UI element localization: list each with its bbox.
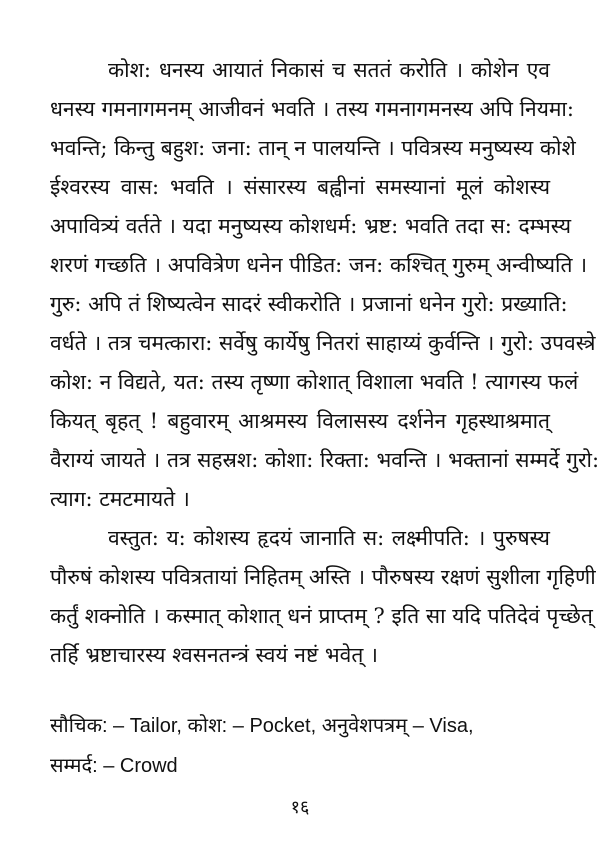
body-line: शरणं गच्छति । अपवित्रेण धनेन पीडित: जन: कश्चित् गुरुम् अन्वीष्यति । [50, 253, 588, 277]
body-line: वर्धते । तत्र चमत्कारा: सर्वेषु कार्येषु नितरां साहाय्यं कुर्वन्ति । गुरो: उपवस्त्रे [50, 331, 596, 355]
body-line: धनस्य गमनागमनम् आजीवनं भवति । तस्य गमनागमनस्य अपि नियमा: [50, 97, 574, 121]
glossary-line: सम्मर्द: – Crowd [50, 755, 178, 777]
glossary-line: सौचिक: – Tailor, कोश: – Pocket, अनुवेशपत्रम् – Visa, [50, 715, 474, 737]
body-line: भवन्ति; किन्तु बहुश: जना: तान् न पालयन्ति । पवित्रस्य मनुष्यस्य कोशे [50, 136, 576, 160]
body-line: गुरु: अपि तं शिष्यत्वेन सादरं स्वीकरोति । प्रजानां धनेन गुरो: प्रख्याति: [50, 292, 568, 316]
body-line: वैराग्यं जायते । तत्र सहस्रश: कोशा: रिक्ता: भवन्ति । भक्तानां सम्मर्दे गुरो: [50, 448, 600, 472]
body-line: त्याग: टमटमायते । [50, 487, 190, 511]
body-line: कियत् बृहत् ! बहुवारम् आश्रमस्य विलासस्य दर्शनेन गृहस्थाश्रमात् [50, 409, 550, 433]
page-number: १६ [290, 797, 310, 818]
glossary [50, 706, 550, 786]
body-text [50, 51, 600, 675]
body-line: ईश्वरस्य वास: भवति । संसारस्य बह्वीनां समस्यानां मूलं कोशस्य [50, 175, 550, 199]
body-line: कर्तुं शक्नोति । कस्मात् कोशात् धनं प्राप्तम् ? इति सा यदि पतिदेवं पृच्छेत् [50, 604, 593, 628]
body-line: तर्हि भ्रष्टाचारस्य श्वसनतन्त्रं स्वयं नष्टं भवेत् । [50, 643, 378, 667]
body-line: कोश: न विद्यते, यत: तस्य तृष्णा कोशात् विशाला भवति ! त्यागस्य फलं [50, 370, 579, 394]
body-line: अपावित्र्यं वर्तते । यदा मनुष्यस्य कोशधर्म: भ्रष्ट: भवति तदा स: दम्भस्य [50, 214, 572, 238]
body-line: पौरुषं कोशस्य पवित्रतायां निहितम् अस्ति । पौरुषस्य रक्षणं सुशीला गृहिणी [50, 565, 596, 589]
body-line: वस्तुत: य: कोशस्य हृदयं जानाति स: लक्ष्मीपति: । पुरुषस्य [108, 526, 550, 550]
body-line: कोश: धनस्य आयातं निकासं च सततं करोति । कोशेन एव [108, 58, 550, 82]
